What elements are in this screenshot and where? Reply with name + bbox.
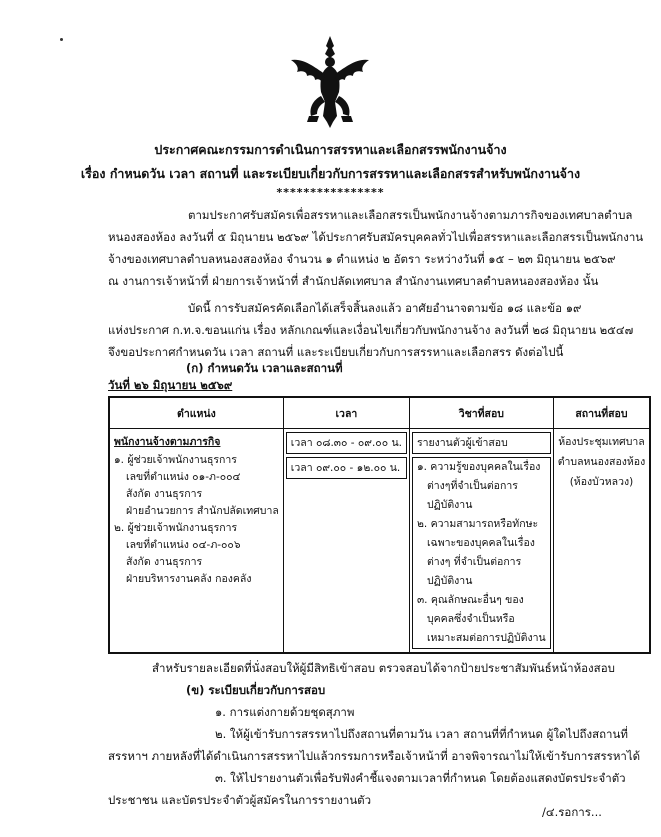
garuda-emblem-icon	[285, 30, 375, 135]
venue-line: ห้องประชุมเทศบาล	[558, 436, 645, 448]
section-b-heading: (ข) ระเบียบเกี่ยวกับการสอบ	[186, 683, 326, 697]
subject-line: ต่างๆที่จำเป็นต่อการ	[426, 480, 518, 492]
table-row	[109, 429, 650, 654]
time-slot-1: เวลา ๐๘.๓๐ - ๐๙.๐๐ น.	[286, 432, 407, 454]
position-line: ฝ่ายบริหารงานคลัง กองคลัง	[126, 573, 252, 585]
paragraph-authority	[108, 297, 634, 363]
paragraph-line: จึงขอประกาศกำหนดวัน เวลา สถานที่ และระเบียบเกี่ยวกับการสรรหาและเลือกสรร ดังต่อไปนี้	[108, 345, 564, 359]
speck-mark	[60, 38, 63, 41]
paragraph-line: จ้างของเทศบาลตำบลหนองสองห้อง จำนวน ๑ ตำแหน่ง ๒ อัตรา ระหว่างวันที่ ๑๕ – ๒๓ มิถุนายน ๒๕๖๙	[108, 252, 616, 266]
venue-line: (ห้องบัวหลวง)	[569, 476, 634, 488]
position-line: สังกัด งานธุรการ	[126, 488, 203, 500]
position-title: พนักงานจ้างตามภารกิจ	[114, 436, 221, 448]
subject-line: ปฏิบัติงาน	[426, 575, 473, 587]
position-line: สังกัด งานธุรการ	[126, 556, 203, 568]
position-line: ๒. ผู้ช่วยเจ้าพนักงานธุรการ	[114, 522, 238, 534]
subject-line: ต่างๆ ที่จำเป็นต่อการ	[426, 556, 522, 568]
seating-note: สำหรับรายละเอียดที่นั่งสอบให้ผู้มีสิทธิเข้าสอบ ตรวจสอบได้จากป้ายประชาสัมพันธ์หน้าห้องสอบ	[152, 661, 615, 675]
subject-line: ๓. คุณลักษณะอื่นๆ ของ	[416, 594, 524, 606]
separator: ****************	[276, 186, 385, 199]
subject-line: เฉพาะของบุคคลในเรื่อง	[426, 537, 535, 549]
venue-line: ตำบลหนองสองห้อง	[557, 456, 646, 468]
paragraph-line: หนองสองห้อง ลงวันที่ ๕ มิถุนายน ๒๕๖๙ ได้ประกาศรับสมัครบุคคลทั่วไปเพื่อสรรหาและเลือกสรรเป็นพนักงาน	[108, 230, 644, 244]
page-continuation: /๔.รอการ...	[542, 805, 602, 819]
document-title: ประกาศคณะกรรมการดำเนินการสรรหาและเลือกสรรพนักงานจ้าง	[154, 142, 507, 157]
position-line: เลขที่ตำแหน่ง ๐๔-ภ-๐๐๖	[126, 539, 241, 551]
document-subject: เรื่อง กำหนดวัน เวลา สถานที่ และระเบียบเกี่ยวกับการสรรหาและเลือกสรรสำหรับพนักงานจ้าง	[80, 166, 581, 181]
section-a-heading: (ก) กำหนดวัน เวลาและสถานที่	[186, 361, 343, 375]
subject-line: เหมาะสมต่อการปฏิบัติงาน	[426, 632, 546, 644]
position-cell	[109, 429, 283, 654]
paragraph-announcement	[108, 204, 644, 292]
subject-line: บุคคลซึ่งจำเป็นหรือ	[426, 613, 515, 625]
time-slot-2: เวลา ๐๙.๐๐ - ๑๒.๐๐ น.	[286, 457, 407, 479]
header-position: ตำแหน่ง	[109, 397, 283, 429]
rule-3-continued: ประชาชน และบัตรประจำตัวผู้สมัครในการรายงานตัว	[108, 793, 372, 807]
rule-2: ๒. ให้ผู้เข้ารับการสรรหาไปถึงสถานที่ตามวัน เวลา สถานที่ที่กำหนด ผู้ใดไปถึงสถานที่	[215, 727, 628, 741]
subject-line: ๒. ความสามารถหรือทักษะ	[416, 518, 539, 530]
subject-2	[412, 457, 551, 649]
paragraph-line: แห่งประกาศ ก.ท.จ.ขอนแก่น เรื่อง หลักเกณฑ์และเงื่อนไขเกี่ยวกับพนักงานจ้าง ลงวันที่ ๒๘ มิถุนายน ๒๕๔๗	[108, 323, 634, 337]
paragraph-line: บัดนี้ การรับสมัครคัดเลือกได้เสร็จสิ้นลงแล้ว อาศัยอำนาจตามข้อ ๑๘ และข้อ ๑๙	[188, 301, 582, 315]
exam-schedule-table	[108, 396, 651, 654]
subject-cell	[409, 429, 553, 654]
paragraph-line: ตามประกาศรับสมัครเพื่อสรรหาและเลือกสรรเป็นพนักงานจ้างตามภารกิจของเทศบาลตำบล	[188, 208, 633, 222]
position-line: ฝ่ายอำนวยการ สำนักปลัดเทศบาล	[126, 505, 279, 517]
venue-cell	[553, 429, 650, 654]
time-cell	[283, 429, 409, 654]
header-subject: วิชาที่สอบ	[409, 397, 553, 429]
rule-1: ๑. การแต่งกายด้วยชุดสุภาพ	[215, 705, 355, 719]
exam-date: วันที่ ๒๖ มิถุนายน ๒๕๖๙	[108, 378, 233, 392]
rule-2-continued: สรรหาฯ ภายหลังที่ได้ดำเนินการสรรหาไปแล้วกรรมการหรือเจ้าหน้าที่ อาจพิจารณาไม่ให้เข้ารับการสรรหาได้	[108, 749, 641, 763]
paragraph-line: ณ งานการเจ้าหน้าที่ ฝ่ายการเจ้าหน้าที่ สำนักปลัดเทศบาล สำนักงานเทศบาลตำบลหนองสองห้อง นั้น	[108, 274, 599, 288]
table-header-row	[109, 397, 650, 429]
rule-3: ๓. ให้ไปรายงานตัวเพื่อรับฟังคำชี้แจงตามเวลาที่กำหนด โดยต้องแสดงบัตรประจำตัว	[215, 771, 626, 785]
position-line: เลขที่ตำแหน่ง ๐๑-ภ-๐๐๔	[126, 471, 241, 483]
header-venue: สถานที่สอบ	[553, 397, 650, 429]
subject-line: ๑. ความรู้ของบุคคลในเรื่อง	[416, 461, 541, 473]
subject-1: รายงานตัวผู้เข้าสอบ	[412, 432, 551, 454]
header-time: เวลา	[283, 397, 409, 429]
subject-line: ปฏิบัติงาน	[426, 499, 473, 511]
position-line: ๑. ผู้ช่วยเจ้าพนักงานธุรการ	[114, 454, 237, 466]
